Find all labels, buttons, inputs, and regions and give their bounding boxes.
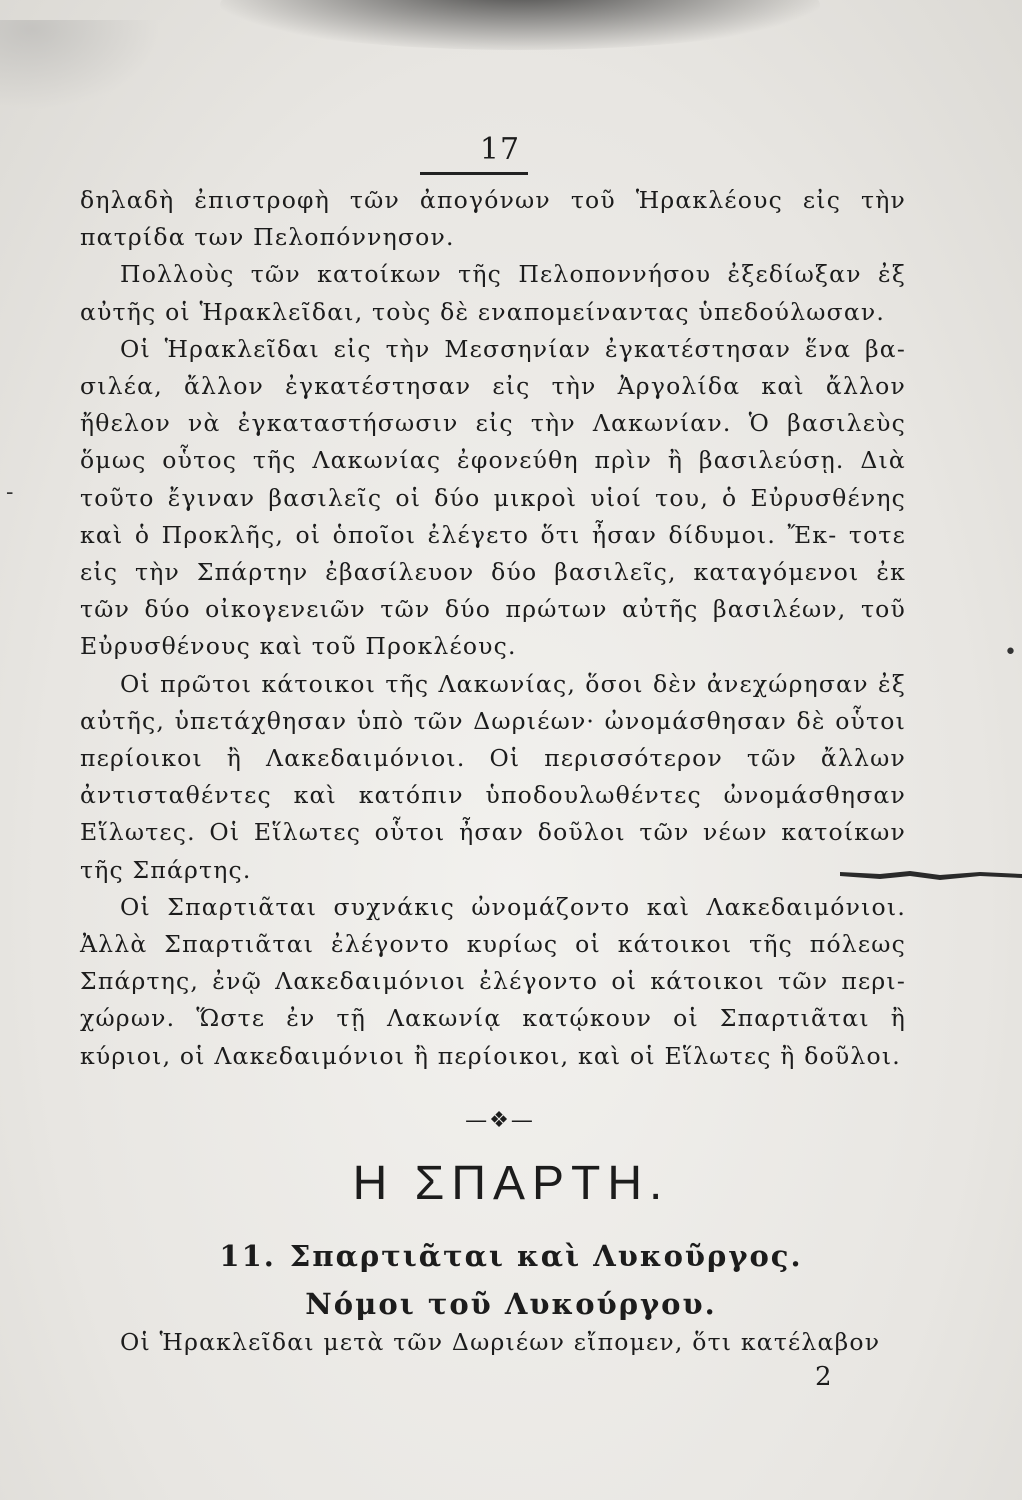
text-line: τῆς Σπάρτης. <box>80 855 252 884</box>
chapter-heading <box>0 1232 1022 1328</box>
text-line: σιλέα, ἄλλον ἐγκατέστησαν εἰς τὴν Ἀργολίδα καὶ ἄλλον <box>80 372 906 401</box>
paragraph <box>80 889 906 1075</box>
text-line: τοῦ Εὐρυσθένους καὶ τοῦ Προκλέους. <box>80 595 906 661</box>
page-number: 17 <box>479 132 521 167</box>
text-line: οὗτοι περίοικοι ἢ Λακεδαιμόνιοι. Οἱ περισσότερον τῶν ἄλλων <box>80 706 906 773</box>
text-line: κύριοι, οἱ Λακεδαιμόνιοι ἢ περίοικοι, καὶ οἱ Εἵλωτες ἢ δοῦλοι. <box>80 1041 901 1070</box>
text-line: αὐτῆς οἱ Ἡρακλεῖδαι, τοὺς δὲ εναπομείναντας ὑπεδούλωσαν. <box>80 297 886 326</box>
text-line: Οἱ πρῶτοι κάτοικοι τῆς Λακωνίας, ὅσοι δὲν ἀνεχώρησαν <box>120 669 869 698</box>
text-line: ἀντισταθέντες καὶ κατόπιν ὑποδουλωθέντες ὠνομάσθησαν <box>80 781 906 810</box>
text-line: Σπάρτης, ἐνῷ Λακεδαιμόνιοι ἐλέγοντο οἱ κάτοικοι τῶν περι- <box>80 967 906 996</box>
ink-stain <box>220 0 820 50</box>
text-line: τοτε εἰς τὴν Σπάρτην ἐβασίλευον δύο βασιλεῖς, καταγόμενοι <box>80 520 906 587</box>
text-line: πατρίδα των Πελοπόννησον. <box>80 223 455 252</box>
text-line: Εἵλωτες. Οἱ Εἵλωτες οὗτοι ἦσαν δοῦλοι τῶν νέων κατοίκων <box>80 818 906 847</box>
text-line: Οἱ Ἡρακλεῖδαι εἰς τὴν Μεσσηνίαν ἐγκατέστησαν ἕνα βα- <box>120 334 906 363</box>
paragraph <box>80 331 906 666</box>
paragraph <box>80 182 906 256</box>
text-line: καὶ ὁ Προκλῆς, οἱ ὁποῖοι ἐλέγετο ὅτι ἦσαν δίδυμοι. Ἔκ- <box>80 520 838 549</box>
text-line: τοῦτο ἔγιναν βασιλεῖς οἱ δύο μικροὶ υἱοί του, ὁ Εὐρυσθένης <box>80 483 906 512</box>
chapter-number: 11. <box>219 1239 276 1273</box>
paragraph <box>80 256 906 330</box>
text-line: Οἱ Σπαρτιᾶται συχνάκις ὠνομάζοντο καὶ Λακεδαιμόνιοι. <box>120 892 906 921</box>
text-line: ὅμως οὗτος τῆς Λακωνίας ἐφονεύθη πρὶν ἢ βασιλεύσῃ. Διὰ <box>80 446 906 475</box>
text-line: δηλαδὴ ἐπιστροφὴ τῶν ἀπογόνων τοῦ Ἡρακλέους εἰς τὴν <box>80 186 906 214</box>
page-discoloration <box>0 20 160 110</box>
chapter-heading-line1 <box>0 1232 1022 1280</box>
margin-mark: • <box>1004 640 1017 665</box>
margin-mark: - <box>6 480 14 505</box>
text-line: Πολλοὺς τῶν κατοίκων τῆς Πελοποννήσου ἐξεδίωξαν ἐξ <box>120 260 906 289</box>
text-line: ἤθελον νὰ ἐγκαταστήσωσιν εἰς τὴν Λακωνίαν. Ὁ βασιλεὺς <box>80 409 906 438</box>
section-title: Η ΣΠΑΡΤΗ. <box>352 1157 670 1210</box>
chapter-title: Σπαρτιᾶται καὶ Λυκοῦργος. <box>289 1239 803 1273</box>
body-text <box>80 182 906 1075</box>
header-rule <box>420 172 528 175</box>
chapter-subtitle: Νόμοι τοῦ Λυκούργου. <box>305 1287 717 1321</box>
text-line: ἐξ αὐτῆς, ὑπετάχθησαν ὑπὸ τῶν Δωριέων· ὠνομάσθησαν δὲ <box>80 669 907 735</box>
signature-mark: 2 <box>815 1362 832 1392</box>
section-ornament: —❖— <box>465 1108 535 1133</box>
text-line: Οἱ Ἡρακλεῖδαι μετὰ τῶν Δωριέων εἴπομεν, ὅτι κατέλαβον <box>120 1328 881 1356</box>
text-line: ἐκ τῶν δύο οἰκογενειῶν τῶν δύο πρώτων αὐτῆς βασιλέων, <box>80 558 907 624</box>
paragraph <box>80 666 906 889</box>
text-line: Ἀλλὰ Σπαρτιᾶται ἐλέγοντο κυρίως οἱ κάτοικοι τῆς πόλεως <box>80 930 906 959</box>
text-line: χώρων. Ὥστε ἐν τῇ Λακωνίᾳ κατῴκουν οἱ Σπαρτιᾶται ἢ <box>80 1004 906 1033</box>
